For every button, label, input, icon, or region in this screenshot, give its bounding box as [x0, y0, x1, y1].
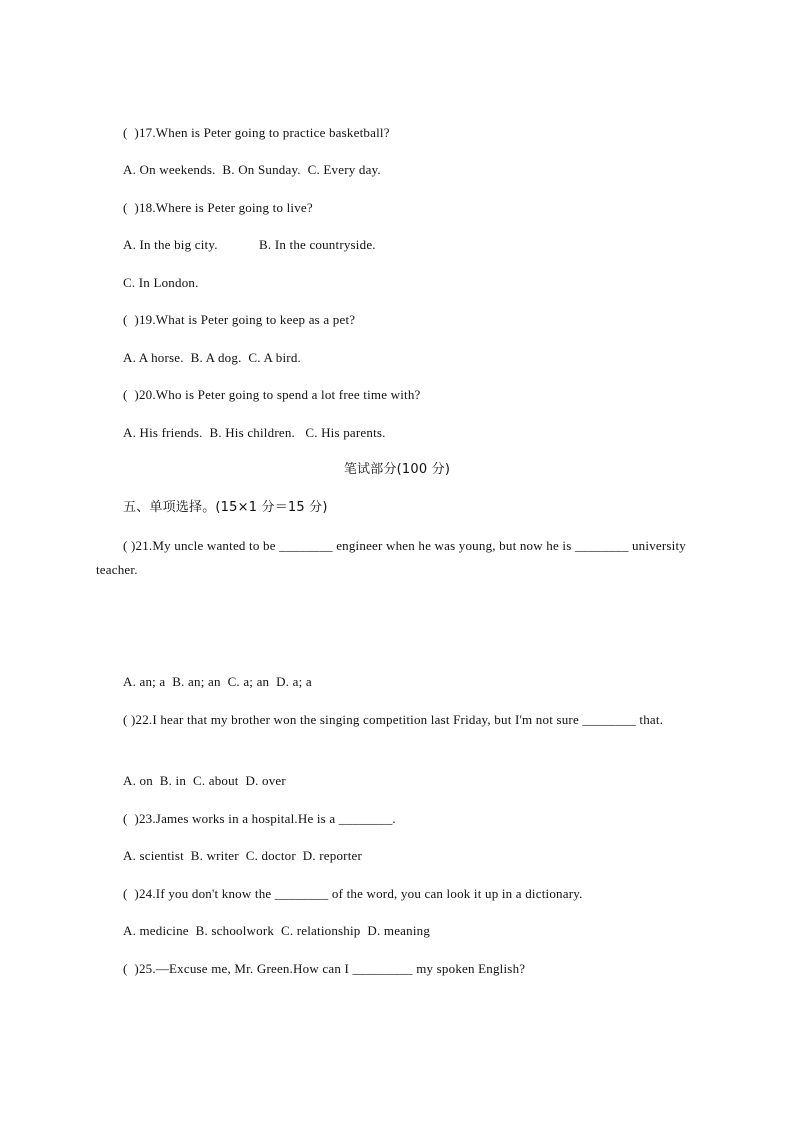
question-19-options: A. A horse. B. A dog. C. A bird.	[123, 350, 301, 365]
section-five-heading: 五、单项选择。(15×1 分＝15 分)	[123, 500, 328, 515]
question-23-stem: ( )23.James works in a hospital.He is a ________.	[123, 811, 396, 826]
written-section-title: 笔试部分(100 分)	[343, 462, 451, 477]
question-25-stem: ( )25.—Excuse me, Mr. Green.How can I _________ my spoken English?	[123, 961, 526, 976]
question-18-stem: ( )18.Where is Peter going to live?	[123, 200, 313, 215]
question-17-options: A. On weekends. B. On Sunday. C. Every day.	[123, 162, 381, 177]
question-20-options: A. His friends. B. His children. C. His parents.	[123, 425, 386, 440]
question-18-options-line-2: C. In London.	[123, 275, 199, 290]
question-22-options: A. on B. in C. about D. over	[123, 773, 286, 788]
question-20-stem: ( )20.Who is Peter going to spend a lot free time with?	[123, 387, 421, 402]
question-22-stem: ( )22.I hear that my brother won the singing competition last Friday, but I'm not sure ________ that.	[123, 712, 664, 727]
question-24-options: A. medicine B. schoolwork C. relationship D. meaning	[123, 923, 431, 938]
question-21-stem: ( )21.My uncle wanted to be ________ engineer when he was young, but now he is ________ university teacher.	[96, 538, 686, 577]
question-17-stem: ( )17.When is Peter going to practice basketball?	[123, 125, 390, 140]
question-24-stem: ( )24.If you don't know the ________ of the word, you can look it up in a dictionary.	[123, 886, 583, 901]
question-18-options-line-1: A. In the big city. B. In the countryside.	[123, 237, 376, 252]
question-21-options: A. an; a B. an; an C. a; an D. a; a	[123, 674, 312, 689]
question-19-stem: ( )19.What is Peter going to keep as a pet?	[123, 312, 356, 327]
question-23-options: A. scientist B. writer C. doctor D. reporter	[123, 848, 363, 863]
